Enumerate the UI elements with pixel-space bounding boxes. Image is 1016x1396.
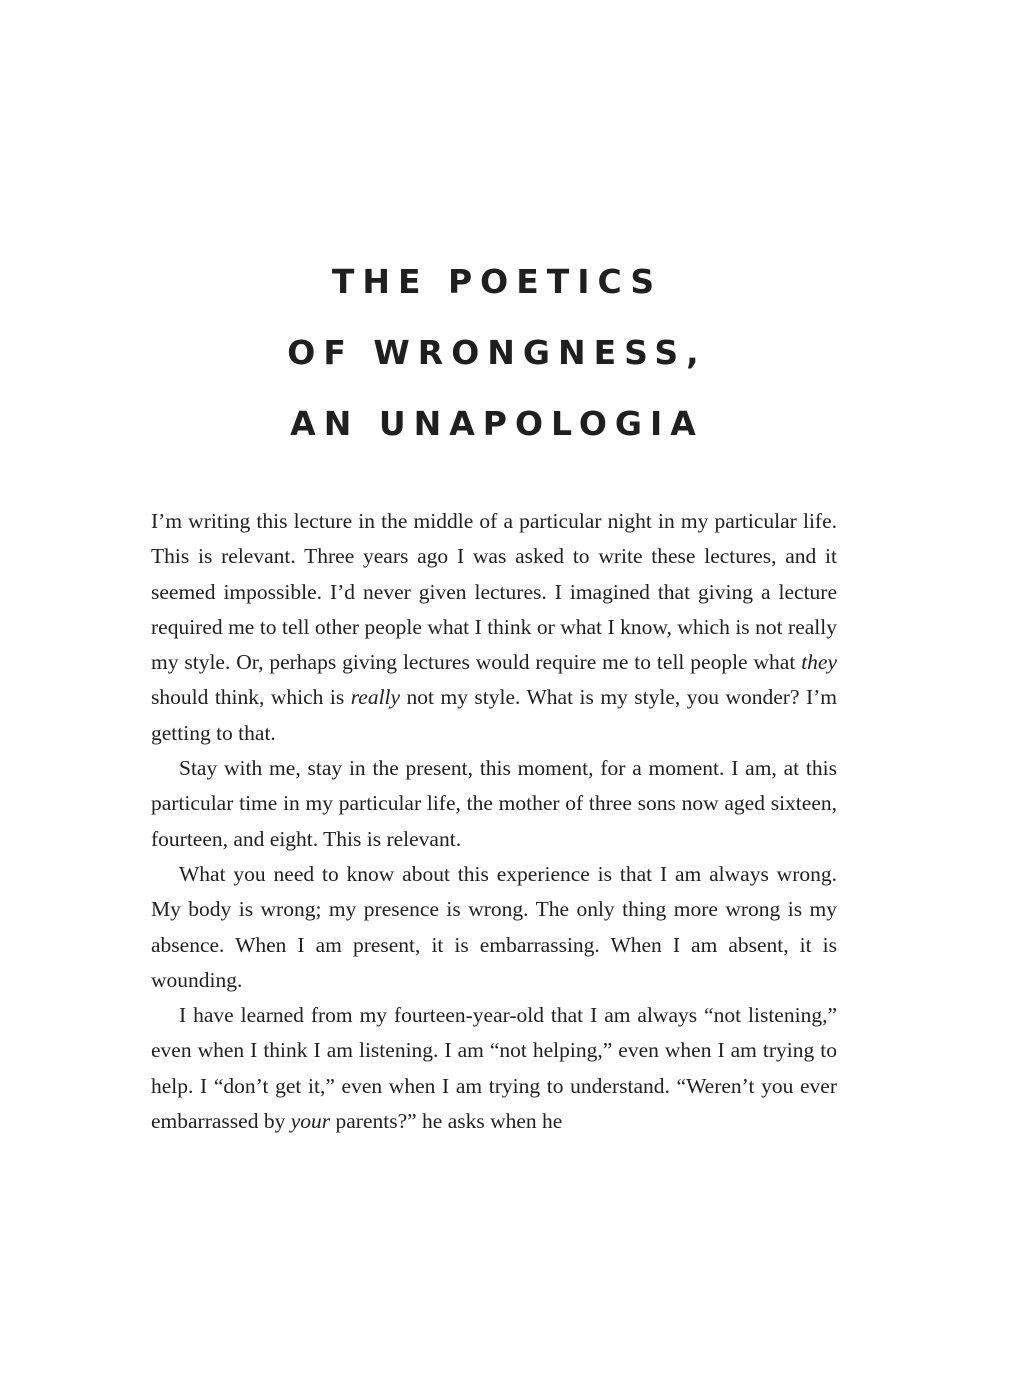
paragraph-text: parents?” he asks when he xyxy=(330,1109,563,1134)
paragraph-2 xyxy=(151,751,837,857)
paragraph-text: What you need to know about this experience is that I am always wrong. My body is wrong; my presence is wrong. The only thing more wrong is my absence. When I am present, it is embarrassing. When I am absent, it is wounding. xyxy=(151,861,837,992)
paragraph-text: I have learned from my fourteen-year-old that I am always “not listening,” even when I think I am listening. I am “not helping,” even when I am trying to help. I “don’t get it,” even when I am trying to understand. “Weren’t you ever embarrassed by xyxy=(151,1003,837,1134)
chapter-title xyxy=(0,246,994,459)
title-line-1: THE POETICS xyxy=(331,262,663,301)
emphasis-text: they xyxy=(801,650,837,675)
paragraph-text: I’m writing this lecture in the middle of a particular night in my particular life. This is relevant. Three years ago I was asked to write these lectures, and it seemed impossible. I’d never given lectures. I imagined that giving a lecture required me to tell other people what I think or what I know, which is not really my style. Or, perhaps giving lectures would require me to tell people what xyxy=(151,509,837,675)
emphasis-text: really xyxy=(350,685,401,710)
paragraph-4 xyxy=(151,998,837,1139)
paragraph-3 xyxy=(151,857,837,998)
title-line-2: OF WRONGNESS, xyxy=(287,333,707,372)
paragraph-1 xyxy=(151,504,837,751)
emphasis-text: your xyxy=(290,1109,331,1134)
paragraph-text: should think, which is xyxy=(151,685,351,710)
title-line-3: AN UNAPOLOGIA xyxy=(290,404,704,443)
body-text xyxy=(151,504,837,1139)
paragraph-text: not my style. What is my style, you wonder? I’m getting to that. xyxy=(151,685,838,745)
paragraph-text: Stay with me, stay in the present, this moment, for a moment. I am, at this particular time in my particular life, the mother of three sons now aged sixteen, fourteen, and eight. This is relevant. xyxy=(151,756,837,851)
